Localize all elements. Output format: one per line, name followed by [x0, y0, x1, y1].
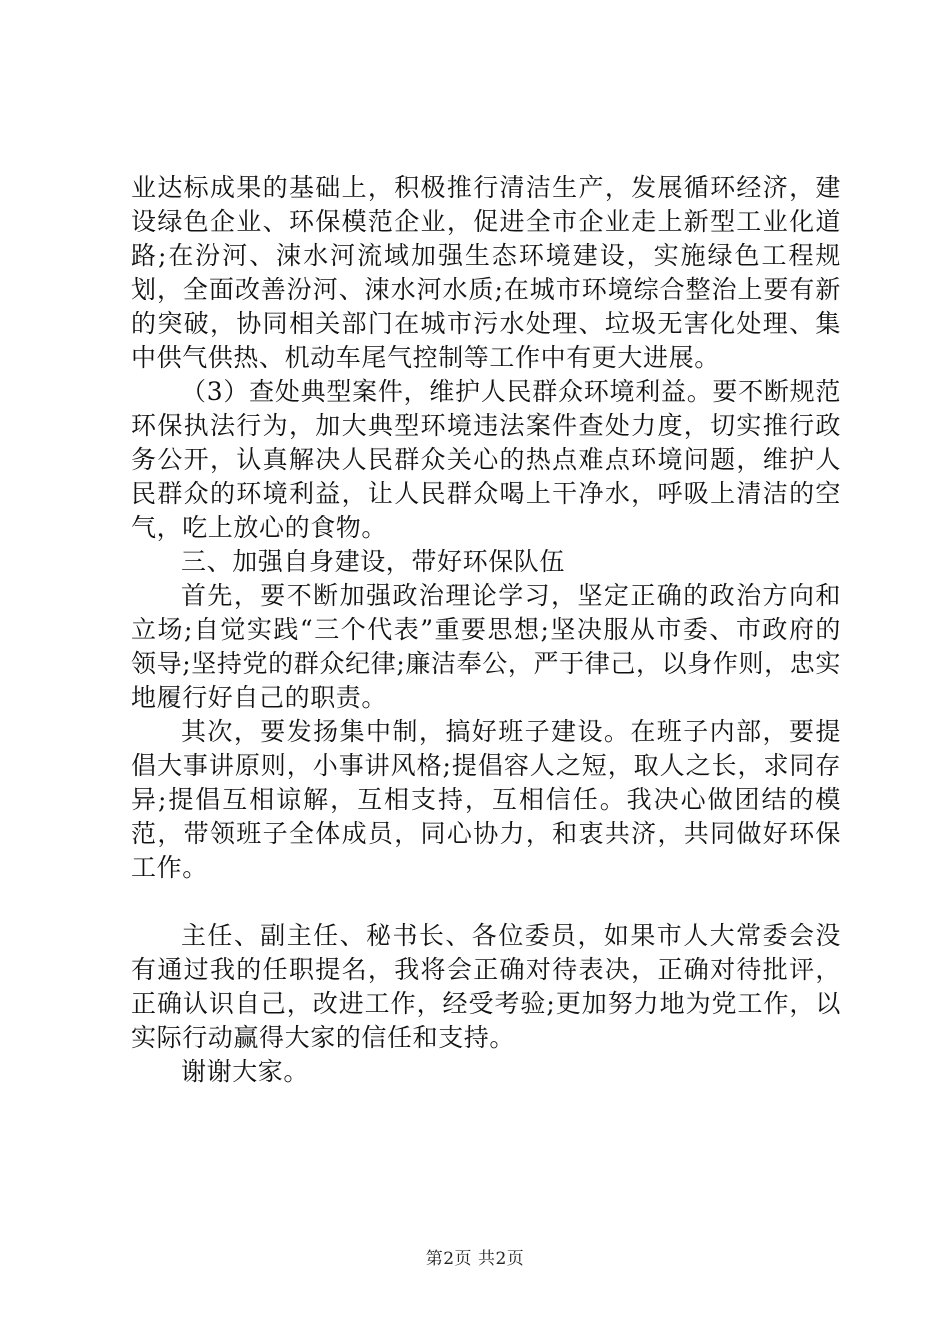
paragraph-thanks: 谢谢大家。: [181, 1057, 310, 1086]
paragraph-continuation: 业达标成果的基础上，积极推行清洁生产，发展循环经济，建设绿色企业、环保模范企业，促进全市企业走上新型工业化道路;在汾河、涑水河流域加强生态环境建设，实施绿色工程规划，全面改善汾河、涑水河水质;在城市环境综合整治上要有新的突破，协同相关部门在城市污水处理、垃圾无害化处理、集中供气供热、机动车尾气控制等工作中有更大进展。: [131, 173, 841, 372]
page-number-footer: 第2页 共2页: [425, 1249, 525, 1269]
paragraph-case-handling: （3）查处典型案件，维护人民群众环境利益。要不断规范环保执法行为，加大典型环境违法案件查处力度，切实推行政务公开，认真解决人民群众关心的热点难点环境问题，维护人民群众的环境利益，让人民群众喝上干净水，呼吸上清洁的空气，吃上放心的食物。: [131, 377, 841, 542]
document-body: [131, 171, 841, 1089]
paragraph-closing: 主任、副主任、秘书长、各位委员，如果市人大常委会没有通过我的任职提名，我将会正确对待表决，正确对待批评，正确认识自己，改进工作，经受考验;更加努力地为党工作，以实际行动赢得大家的信任和支持。: [131, 921, 841, 1052]
section-heading: 三、加强自身建设，带好环保队伍: [181, 547, 566, 576]
paragraph-second: 其次，要发扬集中制，搞好班子建设。在班子内部，要提倡大事讲原则，小事讲风格;提倡容人之短，取人之长，求同存异;提倡互相谅解，互相支持，互相信任。我决心做团结的模范，带领班子全体成员，同心协力，和衷共济，共同做好环保工作。: [131, 717, 841, 882]
paragraph-first: 首先，要不断加强政治理论学习，坚定正确的政治方向和立场;自觉实践“三个代表”重要思想;坚决服从市委、市政府的领导;坚持党的群众纪律;廉洁奉公，严于律己，以身作则，忠实地履行好自己的职责。: [131, 581, 841, 712]
